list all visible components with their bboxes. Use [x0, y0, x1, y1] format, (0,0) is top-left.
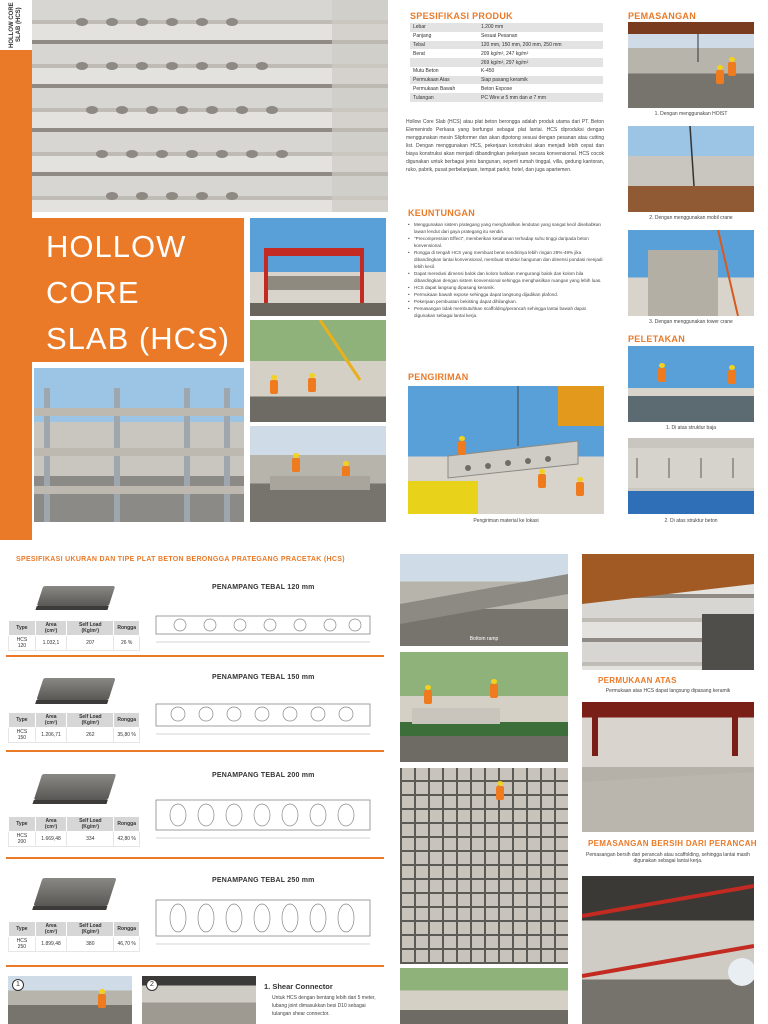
mobile-crane-photo	[628, 126, 754, 212]
hcs-150-table: Type Area (cm²) Self Load (Kg/m²) Rongga HCS 150 1.206,71 262 35,80 %	[8, 712, 140, 743]
spec-row: Permukaan Bawah Beton Expose	[413, 85, 513, 92]
spec-row: Lebar 1.200 mm	[410, 23, 603, 32]
crane-lift-photo	[250, 320, 386, 422]
orange-side-strip	[0, 0, 32, 540]
section-250-drawing	[150, 894, 376, 948]
bottom-ramp-photo	[400, 554, 568, 646]
title-line-3: SLAB (HCS)	[46, 321, 230, 356]
divider	[6, 857, 384, 859]
hcs-120-table: Type Area (cm²) Self Load (Kg/m²) Rongga HCS 120 1.032,1 207 26 %	[8, 620, 140, 651]
product-description: Hollow Core Slab (HCS) atau plat beton berongga adalah produk utama dari PT. Beton Elemenindo Perkasa yang berfungsi sebagai plat lantai. HCS diproduksi dengan menggunakan mesin Slipformer dan akan dipotong sesuai dengan pesanan atau cutting list. Dengan menggunakan HCS, pekerjaan konstruksi akan menjadi lebih cepat dan biaya konstruksi akan menjadi dibandingkan pekerjaan secara konvensional. HCS cocok digunakan untuk berbagai jenis bangunan, seperti rumah tinggal, villa, gedung kantoran, ruko, pabrik, pusat perbelanjaan, tempat parkir, hotel, dan juga apartemen.	[406, 119, 604, 173]
installation-photo	[250, 426, 386, 522]
pengiriman-caption: Pengiriman material ke lokasi	[473, 518, 539, 524]
sheet-heading: SPESIFIKASI UKURAN DAN TIPE PLAT BETON BERONGGA PRATEGANG PRACETAK (HCS)	[16, 556, 345, 563]
list-item: • Menggunakan sistem prategang yang menghasilkan lendutan yang sangat kecil disebabkan lawan lendut dari gaya prategang itu sendiri.	[408, 221, 604, 235]
list-item: • Permukaan bawah expose sehingga dapat langsung dijadikan plafond.	[408, 291, 604, 298]
steel-structure-photo	[628, 346, 754, 422]
badge-2: 2	[146, 979, 158, 991]
list-item: • Pemasangan tidak membutuhkan scaffolding/perancah sehingga lantai bawah dapat digunakan sebagai lantai kerja.	[408, 305, 604, 319]
pemasangan-caption-1: 1. Dengan menggunakan HOIST	[654, 111, 728, 117]
strip-label: HOLLOW CORE SLAB (HCS)	[0, 0, 32, 50]
spec-row: Mutu Beton K-450	[413, 68, 495, 75]
hcs-250-table: Type Area (cm²) Self Load (Kg/m²) Rongga HCS 250 1.899,48 380 46,70 %	[8, 921, 140, 952]
penampang-120-title: PENAMPANG TEBAL 120 mm	[212, 584, 315, 591]
pengiriman-heading: PENGIRIMAN	[408, 372, 469, 382]
badge-1: 1	[12, 979, 24, 991]
spec-row: 269 kg/m², 297 kg/m²	[410, 58, 603, 67]
hcs-200-table: Type Area (cm²) Self Load (Kg/m²) Rongga HCS 200 1.669,48 334 42,80 %	[8, 816, 140, 847]
spec-sheet	[0, 544, 384, 1024]
penampang-250-title: PENAMPANG TEBAL 250 mm	[212, 877, 315, 884]
peletakan-caption-1: 1. Di atas struktur baja	[665, 425, 717, 431]
pemasangan-caption-2: 2. Dengan menggunakan mobil crane	[649, 215, 733, 221]
title-line-2: CORE	[46, 275, 140, 310]
rebar-mesh-photo	[400, 768, 568, 964]
hcs-250-slab-image	[33, 878, 116, 906]
section-120-drawing	[150, 610, 376, 648]
shear-connector-text: Untuk HCS dengan bentang lebih dari 5 meter, lubang joint dimasukkan besi D10 sebagai tulangan shear connector.	[272, 995, 376, 1017]
keuntungan-heading: KEUNTUNGAN	[408, 208, 475, 218]
pemasangan-caption-3: 3. Dengan menggunakan tower crane	[649, 319, 733, 325]
tower-crane-photo	[628, 230, 754, 316]
table-row: HCS 120 1.032,1 207 26 %	[9, 636, 140, 651]
bottom-ramp-caption: Bottom ramp	[469, 636, 499, 642]
spec-row: Tebal 120 mm, 150 mm, 200 mm, 250 mm	[410, 41, 603, 50]
hcs-120-slab-image	[37, 586, 115, 606]
hcs-150-slab-image	[36, 678, 115, 700]
stacked-slabs-photo	[32, 0, 388, 212]
spec-row: Permukaan Atas Siap pasang keramik	[410, 76, 603, 85]
divider	[6, 965, 384, 967]
hcs-200-slab-image	[34, 774, 116, 800]
shear-connector-photo-1	[8, 976, 132, 1024]
table-row: HCS 150 1.206,71 262 35,80 %	[9, 728, 140, 743]
spec-row: Panjang Sesuai Pesanan	[413, 33, 518, 40]
permukaan-heading: PERMUKAAN ATAS	[598, 676, 677, 685]
steel-frame-building-photo	[34, 368, 244, 522]
permukaan-text: Permukaan atas HCS dapat langsung dipasang keramik	[605, 688, 731, 694]
workers-install-photo	[400, 652, 568, 762]
list-item: • HCS dapat langsung dipasang keramik.	[408, 284, 604, 291]
perancah-heading: PEMASANGAN BERSIH DARI PERANCAH	[588, 839, 757, 848]
shear-connector-title: 1. Shear Connector	[264, 982, 333, 991]
peletakan-caption-2: 2. Di atas struktur beton	[664, 518, 718, 524]
divider	[6, 750, 384, 752]
peletakan-heading: PELETAKAN	[628, 334, 686, 344]
keuntungan-list	[408, 221, 604, 319]
cover-title	[32, 218, 244, 362]
title-line-1: HOLLOW	[46, 229, 187, 264]
spec-row: Berat 209 kg/m², 247 kg/m²	[413, 50, 529, 57]
spec-row: Tulangan PC Wire ø 5 mm dan ø 7 mm	[410, 93, 603, 102]
red-scaffold-photo	[250, 218, 386, 316]
list-item: • Pekerjaan pembuatan bekisting dapat dihilangkan.	[408, 298, 604, 305]
slab-surface-photo	[582, 554, 754, 670]
list-item: • Rongga di tengah HCS yang membuat berat sendirinya lebih ringan 28%-49% jika dibandingkan lantai konvensional, membuat struktur bangunan dan dimensi pondasi menjadi lebih kecil.	[408, 249, 604, 270]
delivery-truck-photo	[408, 386, 604, 514]
hoist-photo	[628, 22, 754, 108]
perancah-text: Pemasangan bersih dari perancah atau scaffolding, sehingga lantai masih digunakan sebagai lantai kerja.	[586, 852, 750, 864]
concrete-structure-photo	[628, 438, 754, 514]
divider	[6, 655, 384, 657]
pemasangan-heading: PEMASANGAN	[628, 11, 697, 21]
section-200-drawing	[150, 794, 376, 842]
site-overview-photo	[400, 968, 568, 1024]
spec-table	[410, 23, 603, 102]
section-150-drawing	[150, 698, 376, 738]
spesifikasi-heading: SPESIFIKASI PRODUK	[410, 11, 513, 21]
penampang-200-title: PENAMPANG TEBAL 200 mm	[212, 772, 315, 779]
table-row: HCS 250 1.899,48 380 46,70 %	[9, 937, 140, 952]
clean-floor-photo	[582, 702, 754, 832]
penampang-150-title: PENAMPANG TEBAL 150 mm	[212, 674, 315, 681]
table-row: HCS 200 1.669,48 334 42,80 %	[9, 832, 140, 847]
list-item: • Dapat meredusi dimensi balok dan kolom bahkan mengurangi balok dan kolom bila dibandingkan dengan sistem konvensional sehingga menghasilkan ruangan yang lebih luas.	[408, 270, 604, 284]
ceiling-view-photo	[582, 876, 754, 1024]
list-item: • "Precompression Effect", memberikan ketahanan terhadap suhu tinggi daripada beton konvensional.	[408, 235, 604, 249]
shear-connector-photo-2	[142, 976, 256, 1024]
